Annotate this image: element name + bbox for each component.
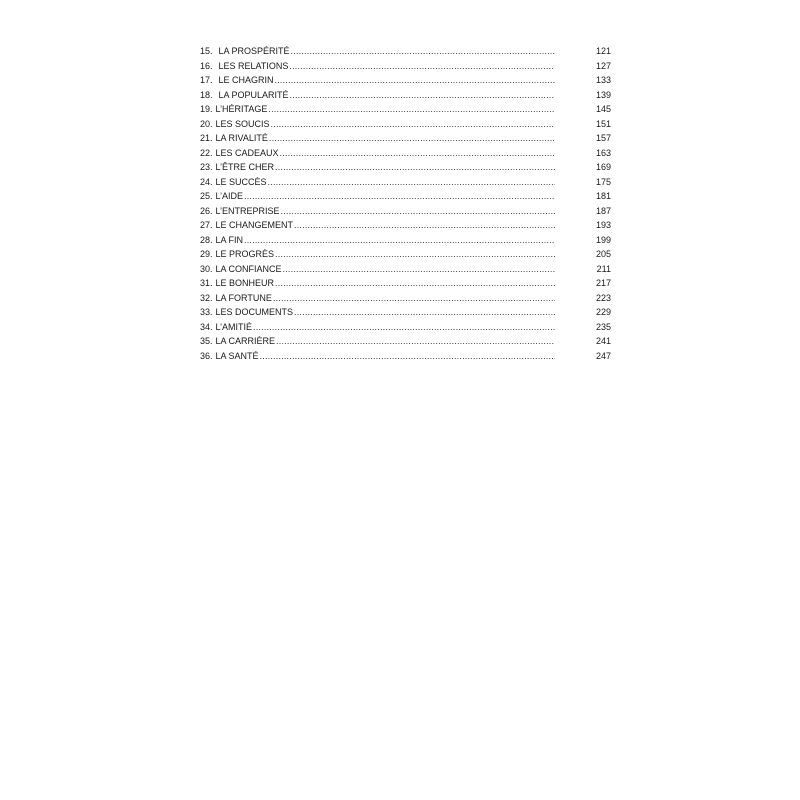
toc-entry-left — [200, 88, 555, 103]
toc-entry-page-number: 127 — [595, 60, 611, 71]
toc-entry-page-number: 169 — [595, 162, 611, 172]
toc-entry-left — [200, 291, 555, 306]
toc-entry-dot-leader — [275, 73, 555, 88]
toc-entry-number: 32. — [200, 292, 213, 303]
toc-entry-left — [200, 44, 555, 59]
toc-entry-dot-leader — [275, 276, 555, 291]
toc-entry-number: 25. — [200, 191, 213, 201]
toc-entry — [200, 320, 611, 335]
toc-entry — [200, 334, 611, 349]
toc-entry-title: L’HÉRITAGE — [215, 104, 268, 114]
toc-entry-page-number: 145 — [595, 104, 611, 114]
toc-entry — [200, 291, 611, 306]
toc-entry-left — [200, 233, 555, 248]
toc-entry-page-number: 217 — [595, 278, 611, 288]
toc-entry — [200, 160, 611, 175]
toc-entry-title: LE PROGRÈS — [215, 249, 275, 259]
toc-entry-dot-leader — [283, 262, 555, 277]
toc-entry — [200, 59, 611, 74]
toc-entry-left — [200, 276, 555, 291]
toc-entry-number: 30. — [200, 263, 213, 274]
toc-entry-left — [200, 117, 555, 132]
toc-entry-left — [200, 262, 555, 277]
toc-entry-number: 27. — [200, 220, 213, 230]
toc-entry-number: 15. — [200, 46, 213, 56]
toc-entry-page-number: 139 — [595, 89, 611, 100]
toc-entry-number: 19. — [200, 104, 213, 114]
toc-entry — [200, 218, 611, 233]
toc-entry-number: 34. — [200, 321, 213, 332]
toc-entry-left — [200, 146, 555, 161]
toc-entry — [200, 73, 611, 88]
toc-entry-title: LE BONHEUR — [215, 278, 275, 288]
toc-entry-title: LA CARRIÈRE — [215, 336, 276, 346]
toc-entry-title: L’ENTREPRISE — [215, 205, 280, 216]
toc-entry-title: LES RELATIONS — [218, 60, 289, 71]
toc-entry-number: 29. — [200, 249, 213, 259]
toc-entry-page-number: 235 — [595, 321, 611, 332]
toc-entry-number: 35. — [200, 336, 213, 346]
toc-entry-left — [200, 189, 555, 204]
toc-entry-number: 21. — [200, 133, 213, 143]
toc-entry — [200, 146, 611, 161]
toc-entry-number: 36. — [200, 350, 213, 361]
toc-entry-left — [200, 349, 555, 364]
toc-entry-left — [200, 131, 555, 146]
toc-entry — [200, 233, 611, 248]
toc-entry-title: L’AMITIÉ — [215, 321, 253, 332]
toc-entry-dot-leader — [244, 189, 555, 204]
toc-entry-number: 23. — [200, 162, 213, 172]
toc-entry-dot-leader — [268, 102, 555, 117]
toc-entry-left — [200, 247, 555, 262]
toc-entry-page-number: 199 — [595, 234, 611, 245]
toc-entry — [200, 276, 611, 291]
toc-entry-page-number: 175 — [595, 176, 611, 187]
toc-entry-dot-leader — [291, 44, 555, 59]
toc-entry-left — [200, 334, 555, 349]
toc-entry-number: 20. — [200, 118, 213, 129]
toc-entry-title: L’ÊTRE CHER — [215, 162, 275, 172]
toc-entry-left — [200, 204, 555, 219]
toc-entry-dot-leader — [253, 320, 555, 335]
toc-entry-dot-leader — [289, 59, 555, 74]
toc-entry-dot-leader — [275, 247, 555, 262]
toc-entry-number: 22. — [200, 147, 213, 158]
toc-entry-page-number: 187 — [595, 205, 611, 216]
toc-entry-page-number: 205 — [595, 249, 611, 259]
toc-entry-left — [200, 218, 555, 233]
toc-entry-number: 24. — [200, 176, 213, 187]
toc-entry-dot-leader — [244, 233, 555, 248]
toc-entry — [200, 102, 611, 117]
toc-entry-title: LES DOCUMENTS — [215, 307, 294, 317]
toc-entry-title: L’AIDE — [215, 191, 244, 201]
toc-entry-page-number: 241 — [595, 336, 611, 346]
toc-entry-dot-leader — [273, 291, 555, 306]
toc-entry-title: LA CONFIANCE — [215, 263, 282, 274]
toc-entry-title: LE CHAGRIN — [218, 75, 274, 85]
toc-entry-left — [200, 175, 555, 190]
toc-entry — [200, 349, 611, 364]
toc-entry — [200, 247, 611, 262]
toc-entry-page-number: 229 — [595, 307, 611, 317]
toc-entry-title: LA PROSPÉRITÉ — [218, 46, 290, 56]
toc-entry-title: LE CHANGEMENT — [215, 220, 294, 230]
toc-entry-title: LA FORTUNE — [215, 292, 272, 303]
toc-entry-number: 28. — [200, 234, 213, 245]
toc-entry — [200, 131, 611, 146]
toc-entry-left — [200, 305, 555, 320]
toc-entry-page-number: 223 — [595, 292, 611, 303]
toc-entry-title: LES SOUCIS — [215, 118, 270, 129]
toc-entry-page-number: 121 — [595, 46, 611, 56]
toc-entry — [200, 305, 611, 320]
toc-entry-dot-leader — [268, 175, 555, 190]
toc-entry-page-number: 247 — [595, 350, 611, 361]
toc-entry-left — [200, 73, 555, 88]
toc-entry-title: LA POPULARITÉ — [218, 89, 289, 100]
toc-entry — [200, 204, 611, 219]
toc-entry-number: 17. — [200, 75, 213, 85]
toc-entry — [200, 44, 611, 59]
toc-entry-left — [200, 160, 555, 175]
toc-entry-number: 31. — [200, 278, 213, 288]
toc-entry-dot-leader — [276, 334, 555, 349]
toc-entry-dot-leader — [290, 88, 555, 103]
toc-entry-title: LE SUCCÈS — [215, 176, 267, 187]
toc-entry-title: LA RIVALITÉ — [215, 133, 268, 143]
toc-entry — [200, 117, 611, 132]
toc-entry-dot-leader — [281, 204, 555, 219]
toc-entry-dot-leader — [260, 349, 555, 364]
toc-entry-page-number: 133 — [595, 75, 611, 85]
toc-entry-page-number: 193 — [595, 220, 611, 230]
toc-entry-dot-leader — [280, 146, 555, 161]
toc-entry-dot-leader — [275, 160, 555, 175]
toc-entry-dot-leader — [294, 305, 555, 320]
toc-entry-left — [200, 59, 555, 74]
toc-entry — [200, 88, 611, 103]
toc-entry-dot-leader — [269, 131, 555, 146]
toc-entry-number: 33. — [200, 307, 213, 317]
toc-entry-left — [200, 320, 555, 335]
toc-entry-number: 26. — [200, 205, 213, 216]
toc-entry-dot-leader — [271, 117, 555, 132]
toc-entry-page-number: 163 — [595, 147, 611, 158]
toc-entry-page-number: 157 — [595, 133, 611, 143]
toc-entry-title: LES CADEAUX — [215, 147, 279, 158]
toc-entry-left — [200, 102, 555, 117]
toc-entry — [200, 262, 611, 277]
toc-entry — [200, 175, 611, 190]
toc-entry-page-number: 181 — [595, 191, 611, 201]
toc-entry-title: LA SANTÉ — [215, 350, 259, 361]
toc-entry-number: 18. — [200, 89, 213, 100]
toc-entry-page-number: 151 — [595, 118, 611, 129]
toc-entry-title: LA FIN — [215, 234, 244, 245]
toc-entry-page-number: 211 — [596, 263, 611, 274]
toc-entry — [200, 189, 611, 204]
toc-entry-number: 16. — [200, 60, 213, 71]
toc-entry-dot-leader — [294, 218, 555, 233]
table-of-contents — [200, 44, 611, 363]
